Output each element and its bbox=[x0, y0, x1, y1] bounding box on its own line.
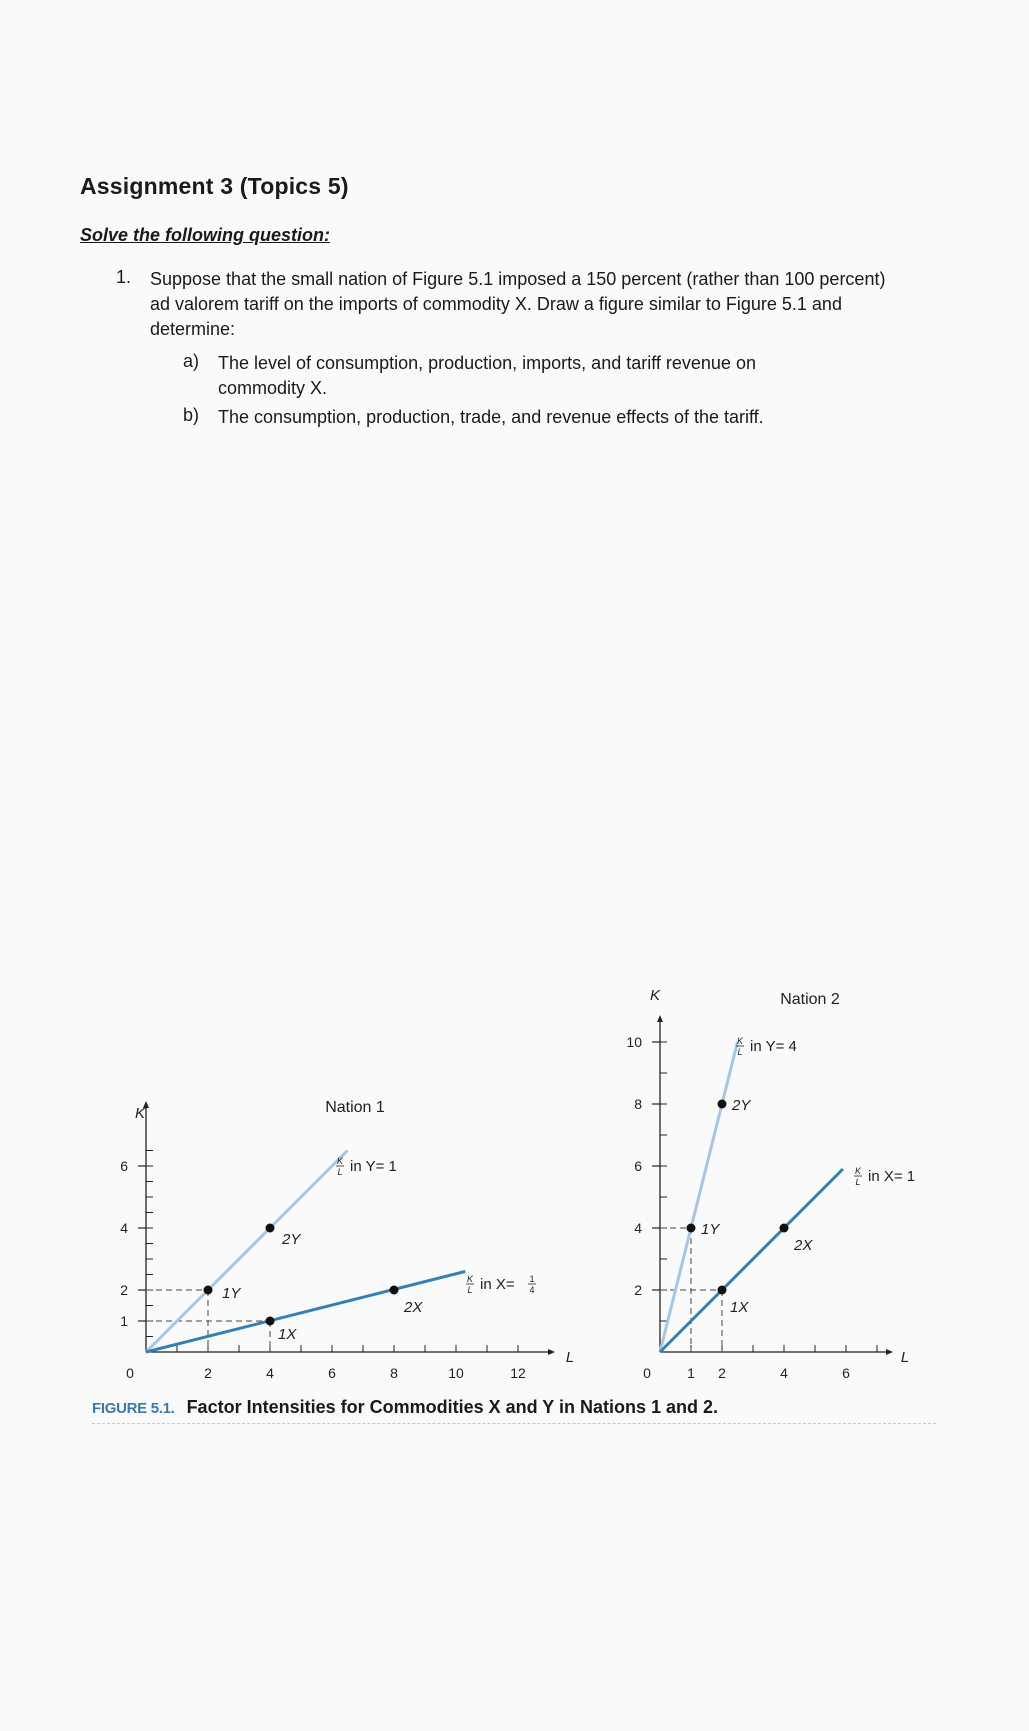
nation-1-chart bbox=[120, 1099, 574, 1381]
ray-label-k: K bbox=[466, 1274, 474, 1284]
x-tick-label: 6 bbox=[328, 1365, 336, 1381]
y-tick-label: 4 bbox=[634, 1220, 642, 1236]
point-label: 1X bbox=[278, 1326, 297, 1343]
question-line: determine: bbox=[150, 319, 236, 339]
y-axis-arrow bbox=[657, 1015, 663, 1022]
ray-label bbox=[854, 1166, 915, 1187]
ray-label-text: in Y= 4 bbox=[750, 1038, 797, 1055]
y-tick-label: 2 bbox=[120, 1282, 128, 1298]
ray-label-l: L bbox=[737, 1047, 743, 1057]
subpart-b-letter: b) bbox=[183, 405, 200, 425]
data-point bbox=[718, 1286, 727, 1295]
x-tick-label: 1 bbox=[687, 1365, 695, 1381]
x-tick-label: 2 bbox=[718, 1365, 726, 1381]
point-label: 1Y bbox=[222, 1285, 241, 1302]
factor-ray bbox=[660, 1042, 738, 1352]
point-label: 2X bbox=[404, 1299, 423, 1316]
ray-label-l: L bbox=[337, 1167, 343, 1177]
ray-label-k: K bbox=[736, 1036, 744, 1046]
ray-label-text: in Y= 1 bbox=[350, 1158, 397, 1175]
x-tick-label: 4 bbox=[266, 1365, 274, 1381]
caption-divider bbox=[92, 1423, 936, 1424]
x-axis-arrow bbox=[548, 1349, 555, 1355]
factor-ray bbox=[660, 1169, 843, 1352]
y-axis-label: K bbox=[649, 987, 661, 1004]
chart-title: Nation 2 bbox=[780, 991, 840, 1008]
ray-label-k: K bbox=[854, 1166, 862, 1176]
data-point bbox=[718, 1100, 727, 1109]
ray-label-denominator: 4 bbox=[529, 1285, 535, 1295]
ray-label bbox=[336, 1156, 397, 1177]
figure-caption-text: Factor Intensities for Commodities X and Y in Nations 1 and 2. bbox=[186, 1397, 719, 1417]
x-tick-label: 10 bbox=[448, 1365, 464, 1381]
x-axis-label: L bbox=[900, 1349, 910, 1366]
data-point bbox=[780, 1224, 789, 1233]
ray-label-text: in X= 1 bbox=[868, 1168, 916, 1185]
subpart-line: commodity X. bbox=[218, 378, 328, 398]
data-point bbox=[390, 1286, 399, 1295]
point-label: 2Y bbox=[732, 1097, 751, 1114]
y-tick-label: 8 bbox=[634, 1096, 642, 1112]
subpart-line: The level of consumption, production, imports, and tariff revenue on bbox=[218, 353, 756, 373]
data-point bbox=[266, 1317, 275, 1326]
nation-2-chart bbox=[626, 987, 915, 1381]
subpart-a-letter: a) bbox=[183, 351, 200, 371]
factor-ray bbox=[146, 1151, 348, 1353]
point-label: 1X bbox=[730, 1299, 749, 1316]
x-axis-arrow bbox=[886, 1349, 893, 1355]
subpart-line: The consumption, production, trade, and revenue effects of the tariff. bbox=[218, 407, 764, 427]
question-line: ad valorem tariff on the imports of commodity X. Draw a figure similar to Figure 5.1 and bbox=[150, 294, 842, 314]
figure-caption bbox=[92, 1397, 718, 1418]
y-tick-label: 1 bbox=[120, 1313, 128, 1329]
x-axis-label: L bbox=[565, 1349, 575, 1366]
assignment-title: Assignment 3 (Topics 5) bbox=[80, 173, 349, 199]
ray-label-k: K bbox=[336, 1156, 344, 1166]
data-point bbox=[204, 1286, 213, 1295]
x-tick-label: 6 bbox=[842, 1365, 850, 1381]
ray-label-l: L bbox=[855, 1177, 861, 1187]
ray-label-l: L bbox=[467, 1285, 473, 1295]
y-tick-label: 4 bbox=[120, 1220, 128, 1236]
x-tick-label: 0 bbox=[643, 1365, 651, 1381]
x-tick-label: 2 bbox=[204, 1365, 212, 1381]
x-tick-label: 12 bbox=[510, 1365, 526, 1381]
point-label: 2Y bbox=[282, 1231, 301, 1248]
chart-title: Nation 1 bbox=[325, 1099, 385, 1116]
y-tick-label: 6 bbox=[634, 1158, 642, 1174]
ray-label-numerator: 1 bbox=[529, 1274, 535, 1284]
y-tick-label: 6 bbox=[120, 1158, 128, 1174]
question-line: Suppose that the small nation of Figure 5.1 imposed a 150 percent (rather than 100 percent) bbox=[150, 269, 886, 289]
ray-label-text: in X= bbox=[480, 1276, 515, 1293]
y-tick-label: 10 bbox=[626, 1034, 642, 1050]
x-tick-label: 4 bbox=[780, 1365, 788, 1381]
figure-caption-label: FIGURE 5.1. bbox=[92, 1400, 175, 1417]
point-label: 1Y bbox=[701, 1221, 720, 1238]
instruction-heading: Solve the following question: bbox=[80, 225, 330, 245]
ray-label bbox=[466, 1274, 536, 1295]
x-tick-label: 0 bbox=[126, 1365, 134, 1381]
ray-label bbox=[736, 1036, 797, 1057]
point-label: 2X bbox=[794, 1237, 813, 1254]
y-tick-label: 2 bbox=[634, 1282, 642, 1298]
question-number: 1. bbox=[116, 267, 132, 287]
data-point bbox=[687, 1224, 696, 1233]
data-point bbox=[266, 1224, 275, 1233]
x-tick-label: 8 bbox=[390, 1365, 398, 1381]
y-axis-label: K bbox=[134, 1105, 146, 1122]
